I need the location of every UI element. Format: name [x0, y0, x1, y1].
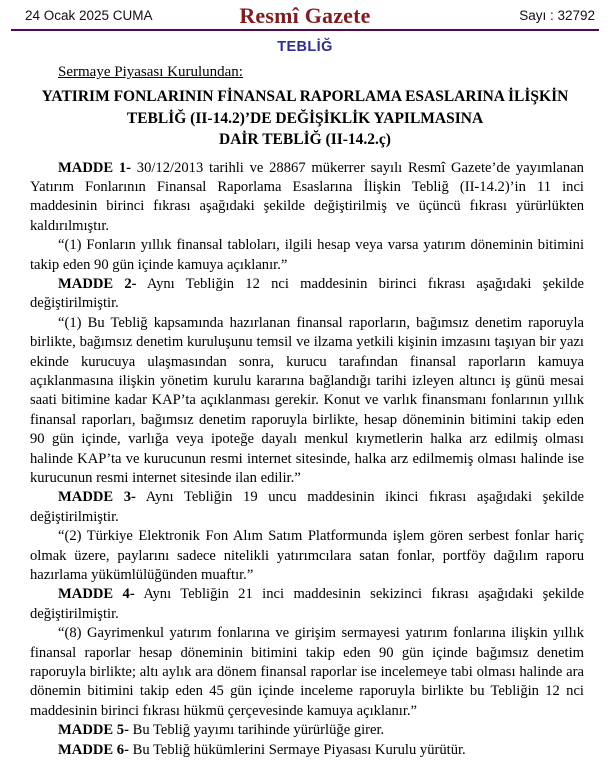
masthead-divider	[11, 29, 599, 31]
article-paragraph	[30, 314, 584, 489]
article-paragraph	[30, 159, 584, 237]
madde-lead: MADDE 1-	[58, 160, 131, 176]
article-paragraph	[30, 585, 584, 624]
article-paragraph	[30, 236, 584, 275]
document-title-line-2: TEBLİĞ (II-14.2)’DE DEĞİŞİKLİK YAPILMASINA	[30, 108, 580, 130]
issuer-paragraph	[30, 64, 584, 81]
madde-lead: MADDE 5-	[58, 722, 129, 738]
paragraph-text: Aynı Tebliğin 19 uncu maddesinin ikinci fıkrası aşağıdaki şekilde değiştirilmiştir.	[30, 489, 584, 524]
paragraph-text: “(1) Bu Tebliğ kapsamında hazırlanan finansal raporların, bağımsız denetim raporuyla birlikte, bağımsız denetim kuruluşunu temsil ve ilzama yetkili kişinin imzasını taşıyan bir yazı ekinde kurucuya ulaşmasından sonra, kurucu tarafından finansal raporların kamuya açıklanmasına ilişkin yönetim kurulu kararına bağlandığı tarihi izleyen altıncı iş günü mesai saati bitimine kadar KAP’ta açıklanması gerekir. Konut ve varlık finansmanı fonlarının yıllık finansal raporları, bağımsız denetim raporuyla birlikte, hesap döneminin bitimini takip eden 90 gün içinde, varlığa veya ipoteğe dayalı menkul kıymetlerin halka arz edilmiş olması halinde KAP’ta ve kurucunun resmi internet sitesinde, halka arz edilmemiş olması halinde ise kurucunun resmi internet sitesinde ilan edilir.”	[30, 315, 584, 486]
article-paragraph	[30, 527, 584, 585]
article-body	[30, 159, 584, 760]
paragraph-text: “(8) Gayrimenkul yatırım fonlarına ve girişim sermayesi yatırım fonlarına ilişkin yıllık finansal raporlar hesap döneminin bitimini takip eden 90 gün içinde bağımsız denetim raporuyla birlikte; altı aylık ara dönem finansal raporlar ise incelemeye tabi olması halinde ara dönemin bitimini takip eden 45 gün içinde inceleme raporuyla birlikte bu Tebliğin 12 nci maddesinin birinci fıkrası hükmü çerçevesinde kamuya açıklanır.”	[30, 625, 584, 719]
paragraph-text: “(1) Fonların yıllık finansal tabloları, ilgili hesap veya varsa yatırım döneminin bitimini takip eden 90 gün içinde kamuya açıklanır.”	[30, 237, 584, 272]
article-paragraph	[30, 721, 584, 740]
paragraph-text: Bu Tebliğ hükümlerini Sermaye Piyasası Kurulu yürütür.	[133, 742, 466, 758]
article-paragraph	[30, 275, 584, 314]
issuer-line: Sermaye Piyasası Kurulundan:	[58, 64, 243, 80]
paragraph-text: 30/12/2013 tarihli ve 28867 mükerrer sayılı Resmî Gazete’de yayımlanan Yatırım Fonlarının Finansal Raporlama Esaslarına İlişkin Tebliğ (II-14.2)’in 11 inci maddesinin birinci fıkrası aşağıdaki şekilde değiştirilmiş ve üçüncü fıkrası yürürlükten kaldırılmıştır.	[30, 160, 584, 234]
document-title-line-1: YATIRIM FONLARININ FİNANSAL RAPORLAMA ESASLARINA İLİŞKİN	[30, 86, 580, 108]
paragraph-text: Bu Tebliğ yayımı tarihinde yürürlüğe girer.	[133, 722, 385, 738]
article-paragraph	[30, 488, 584, 527]
document-title-line-3: DAİR TEBLİĞ (II-14.2.ç)	[30, 129, 580, 151]
document-title	[30, 86, 580, 151]
madde-lead: MADDE 4-	[58, 586, 135, 602]
article-paragraph	[30, 741, 584, 760]
gazette-title: Resmî Gazete	[0, 3, 610, 29]
paragraph-text: Aynı Tebliğin 21 inci maddesinin sekizinci fıkrası aşağıdaki şekilde değiştirilmiştir.	[30, 586, 584, 621]
section-heading: TEBLİĞ	[0, 39, 610, 55]
masthead	[0, 0, 610, 29]
madde-lead: MADDE 2-	[58, 276, 136, 292]
article-paragraph	[30, 624, 584, 721]
gazette-issue-number: Sayı : 32792	[519, 8, 595, 23]
paragraph-text: “(2) Türkiye Elektronik Fon Alım Satım Platformunda işlem gören serbest fonlar hariç olmak üzere, paylarını sadece nitelikli yatırımcılara satan fonlar, portföy dağılım raporu hazırlama yükümlülüğünden muaftır.”	[30, 528, 584, 583]
paragraph-text: Aynı Tebliğin 12 nci maddesinin birinci fıkrası aşağıdaki şekilde değiştirilmiştir.	[30, 276, 584, 311]
gazette-date: 24 Ocak 2025 CUMA	[25, 8, 153, 23]
madde-lead: MADDE 6-	[58, 742, 129, 758]
madde-lead: MADDE 3-	[58, 489, 136, 505]
